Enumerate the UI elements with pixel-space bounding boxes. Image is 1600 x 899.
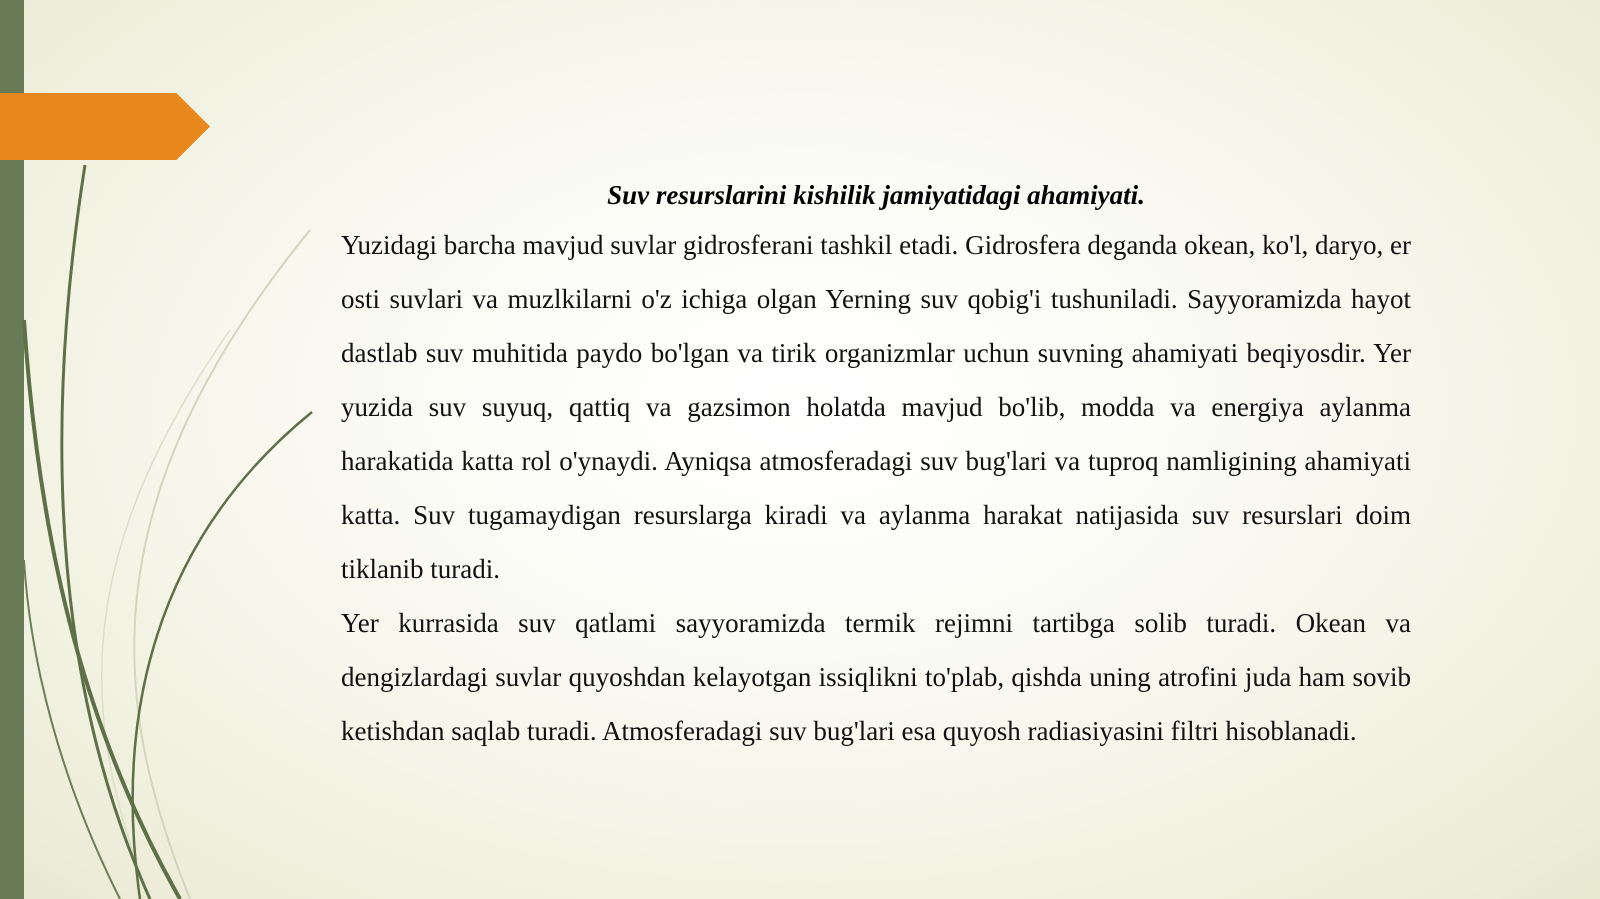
stem-light-1 xyxy=(134,230,310,899)
stem-light-2 xyxy=(102,330,230,899)
paragraph-1: Yuzidagi barcha mavjud suvlar gidrosferani tashkil etadi. Gidrosfera deganda okean, ko'l, daryo, er osti suvlari va muzlkilarni o'z ichiga olgan Yerning suv qobig'i tushuniladi. Sayyoramizda hayot dastlab suv muhitida paydo bo'lgan va tirik organizmlar uchun suvning ahamiyati beqiyosdir. Yer yuzida suv suyuq, qattiq va gazsimon holatda mavjud bo'lib, modda va energiya aylanma harakatida katta rol o'ynaydi. Ayniqsa atmosferadagi suv bug'lari va tuproq namligining ahamiyati katta. Suv tugamaydigan resurslarga kiradi va aylanma harakat natijasida suv resurslari doim tiklanib turadi. xyxy=(341,230,1411,584)
stem-dark-2 xyxy=(24,320,180,899)
slide-content xyxy=(341,172,1411,758)
stem-dark-1 xyxy=(62,165,150,899)
orange-arrow-shape xyxy=(0,93,210,160)
stem-dark-3 xyxy=(133,412,312,899)
slide-title: Suv resurslarini kishilik jamiyatidagi ahamiyati. xyxy=(607,180,1145,210)
paragraph-2: Yer kurrasida suv qatlami sayyoramizda termik rejimni tartibga solib turadi. Okean va dengizlardagi suvlar quyoshdan kelayotgan issiqlikni to'plab, qishda uning atrofini juda ham sovib ketishdan saqlab turadi. Atmosferadagi suv bug'lari esa quyosh radiasiyasini filtri hisoblanadi. xyxy=(341,608,1411,746)
